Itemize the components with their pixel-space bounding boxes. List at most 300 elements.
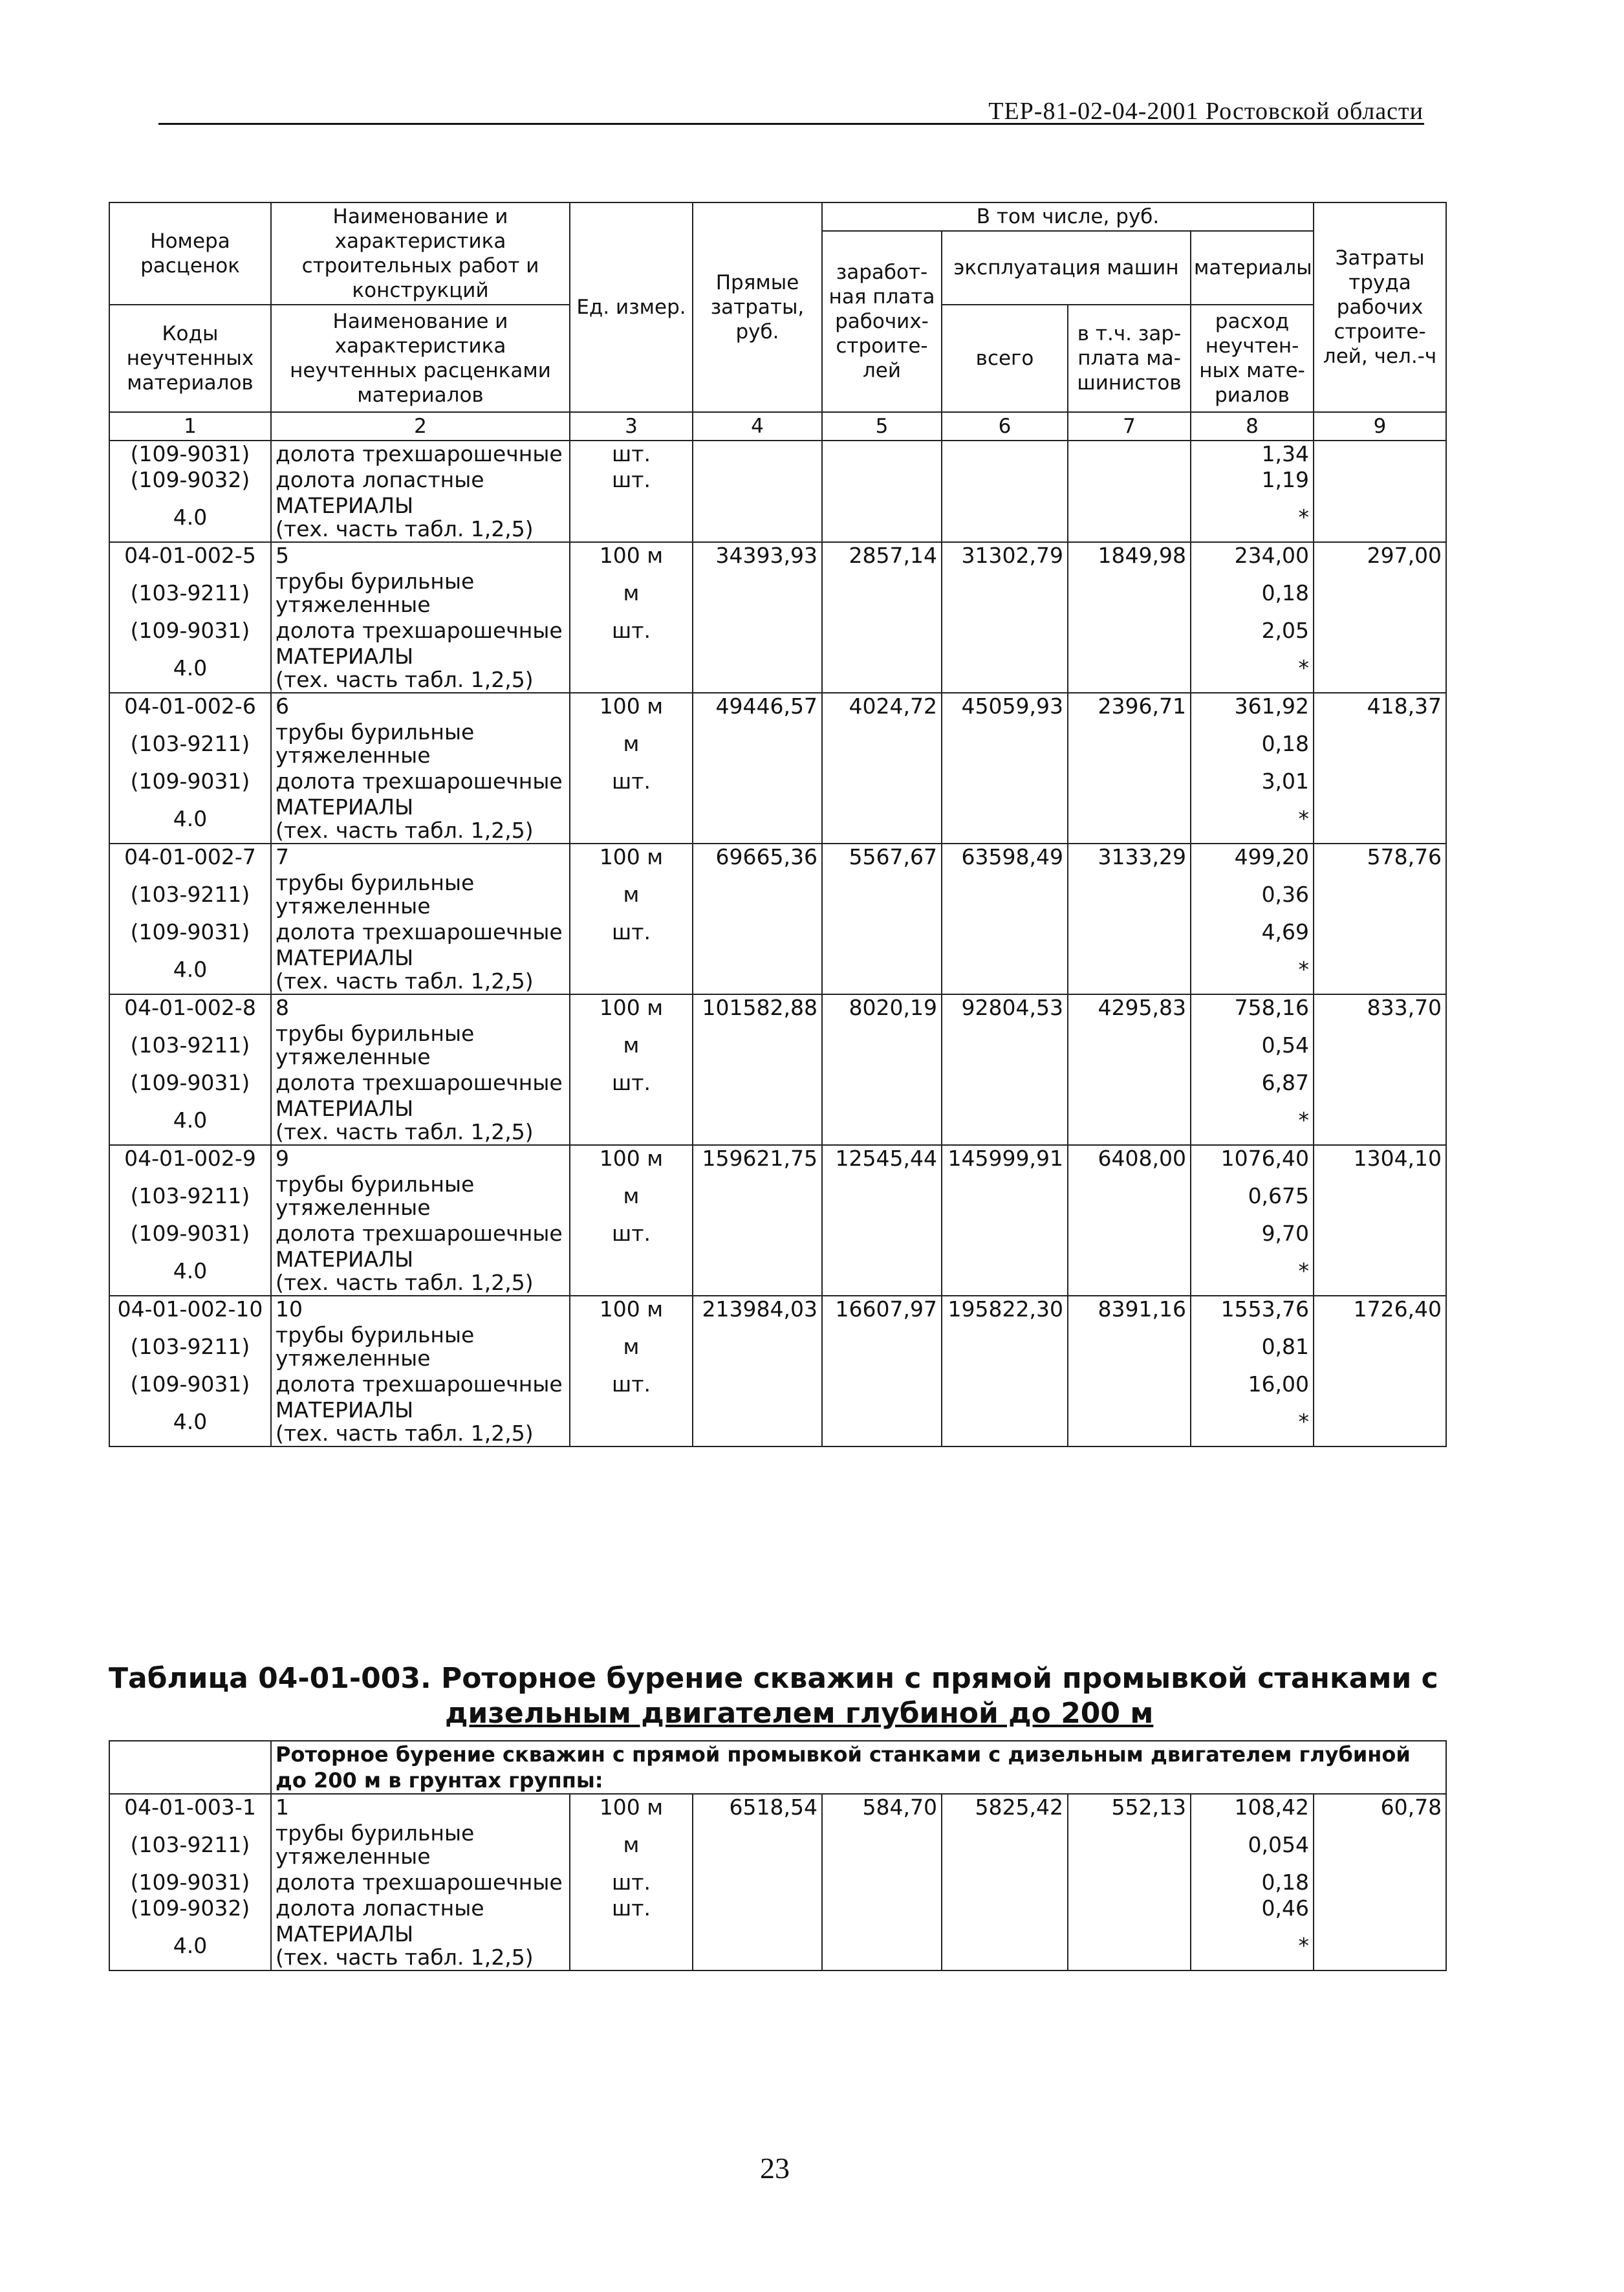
material-usage-cell: 0,18: [1191, 569, 1314, 618]
machinist-wages-cell: [1068, 441, 1191, 467]
unit-cell: м: [570, 1021, 693, 1070]
unit-cell: 100 м: [570, 1145, 693, 1172]
wages-cell: [822, 1172, 942, 1221]
material-usage-cell: 758,16: [1191, 994, 1314, 1021]
name-line-2: утяжеленные: [276, 743, 431, 768]
work-name-cell: [271, 1322, 570, 1371]
material-usage-cell: *: [1191, 1397, 1314, 1446]
machinist-wages-cell: [1068, 1371, 1191, 1397]
unit-cell: 100 м: [570, 693, 693, 719]
material-usage-cell: 16,00: [1191, 1371, 1314, 1397]
labor-cell: 418,37: [1314, 693, 1446, 719]
labor-cell: 297,00: [1314, 542, 1446, 569]
name-line: долота лопастные: [276, 1895, 484, 1921]
machines-total-cell: [942, 1870, 1068, 1895]
material-usage-cell: *: [1191, 644, 1314, 693]
material-row: [109, 1247, 1446, 1296]
name-line: 6: [276, 693, 289, 719]
wages-cell: 16607,97: [822, 1296, 942, 1322]
material-usage-cell: 2,05: [1191, 618, 1314, 644]
name-line: долота трехшарошечные: [276, 1070, 563, 1095]
machinist-wages-cell: [1068, 1397, 1191, 1446]
material-usage-cell: 361,92: [1191, 693, 1314, 719]
machines-total-cell: [942, 945, 1068, 994]
material-usage-cell: 0,46: [1191, 1895, 1314, 1921]
wages-cell: [822, 1895, 942, 1921]
machinist-wages-cell: 6408,00: [1068, 1145, 1191, 1172]
header-rate-numbers: Номера расценок: [109, 202, 271, 305]
material-usage-cell: *: [1191, 493, 1314, 542]
material-usage-cell: 0,18: [1191, 719, 1314, 769]
machines-total-cell: 63598,49: [942, 844, 1068, 870]
unit-cell: м: [570, 1172, 693, 1221]
direct-costs-cell: 159621,75: [693, 1145, 822, 1172]
direct-costs-cell: 101582,88: [693, 994, 822, 1021]
name-line: МАТЕРИАЛЫ: [276, 794, 414, 820]
machines-total-cell: 145999,91: [942, 1145, 1068, 1172]
work-name-cell: [271, 1172, 570, 1221]
wages-cell: [822, 441, 942, 467]
direct-costs-cell: [693, 467, 822, 493]
material-row: [109, 919, 1446, 945]
machines-total-cell: [942, 1221, 1068, 1247]
material-usage-cell: 1076,40: [1191, 1145, 1314, 1172]
unit-cell: шт.: [570, 1870, 693, 1895]
rate-code-cell: 04-01-002-8: [109, 994, 271, 1021]
machinist-wages-cell: [1068, 769, 1191, 794]
unit-cell: [570, 1397, 693, 1446]
name-line: МАТЕРИАЛЫ: [276, 1397, 414, 1423]
rate-code-cell: (103-9211): [109, 870, 271, 919]
rate-code-cell: (109-9031): [109, 919, 271, 945]
material-usage-cell: 0,81: [1191, 1322, 1314, 1371]
name-line: 10: [276, 1296, 303, 1322]
machines-total-cell: [942, 1371, 1068, 1397]
rate-code-cell: 04-01-003-1: [109, 1794, 271, 1820]
rate-row: [109, 693, 1446, 719]
rate-code-cell: (109-9032): [109, 1895, 271, 1921]
unit-cell: шт.: [570, 1070, 693, 1096]
name-line: трубы бурильные: [276, 569, 475, 594]
direct-costs-cell: 34393,93: [693, 542, 822, 569]
rate-row: [109, 994, 1446, 1021]
name-line-2: (тех. часть табл. 1,2,5): [276, 1119, 534, 1144]
work-name-cell: [271, 1870, 570, 1895]
rate-code-cell: (109-9031): [109, 441, 271, 467]
machines-total-cell: [942, 1397, 1068, 1446]
unit-cell: 100 м: [570, 1296, 693, 1322]
rate-code-cell: 4.0: [109, 644, 271, 693]
material-row: [109, 1895, 1446, 1921]
labor-cell: [1314, 644, 1446, 693]
work-name-cell: [271, 1371, 570, 1397]
work-name-cell: [271, 441, 570, 467]
direct-costs-cell: 213984,03: [693, 1296, 822, 1322]
work-name-cell: [271, 1096, 570, 1145]
direct-costs-cell: [693, 618, 822, 644]
machines-total-cell: 92804,53: [942, 994, 1068, 1021]
machinist-wages-cell: 4295,83: [1068, 994, 1191, 1021]
material-row: [109, 794, 1446, 844]
machines-total-cell: [942, 1070, 1068, 1096]
unit-cell: шт.: [570, 1371, 693, 1397]
direct-costs-cell: [693, 1895, 822, 1921]
wages-cell: 8020,19: [822, 994, 942, 1021]
rate-code-cell: 4.0: [109, 493, 271, 542]
direct-costs-cell: [693, 1397, 822, 1446]
rate-code-cell: (109-9031): [109, 1371, 271, 1397]
unit-cell: шт.: [570, 919, 693, 945]
material-row: [109, 1820, 1446, 1870]
labor-cell: [1314, 1895, 1446, 1921]
machines-total-cell: [942, 618, 1068, 644]
material-row: [109, 1397, 1446, 1446]
column-number: 3: [570, 412, 693, 441]
material-row: [109, 493, 1446, 542]
machinist-wages-cell: 1849,98: [1068, 542, 1191, 569]
column-number: 4: [693, 412, 822, 441]
material-row: [109, 945, 1446, 994]
unit-cell: шт.: [570, 618, 693, 644]
direct-costs-cell: [693, 644, 822, 693]
rate-code-cell: 04-01-002-10: [109, 1296, 271, 1322]
name-line-2: утяжеленные: [276, 1346, 431, 1371]
material-row: [109, 1221, 1446, 1247]
direct-costs-cell: 49446,57: [693, 693, 822, 719]
machinist-wages-cell: [1068, 1870, 1191, 1895]
material-row: [109, 870, 1446, 919]
name-line-2: утяжеленные: [276, 893, 431, 919]
wages-cell: [822, 870, 942, 919]
work-name-cell: [271, 945, 570, 994]
direct-costs-cell: [693, 1172, 822, 1221]
material-row: [109, 1921, 1446, 1970]
work-name-cell: [271, 644, 570, 693]
machinist-wages-cell: [1068, 945, 1191, 994]
rate-code-cell: (109-9031): [109, 1870, 271, 1895]
material-usage-cell: *: [1191, 945, 1314, 994]
name-line: 1: [276, 1795, 289, 1820]
wages-cell: [822, 569, 942, 618]
rate-code-cell: 4.0: [109, 1247, 271, 1296]
machinist-wages-cell: [1068, 919, 1191, 945]
rate-code-cell: (109-9031): [109, 1070, 271, 1096]
rate-code-cell: (103-9211): [109, 1021, 271, 1070]
name-line: МАТЕРИАЛЫ: [276, 493, 414, 518]
machines-total-cell: [942, 1322, 1068, 1371]
work-name-cell: [271, 693, 570, 719]
rate-code-cell: 4.0: [109, 1096, 271, 1145]
unit-cell: м: [570, 870, 693, 919]
direct-costs-cell: [693, 569, 822, 618]
unit-cell: шт.: [570, 1895, 693, 1921]
machines-total-cell: [942, 1895, 1068, 1921]
name-line: МАТЕРИАЛЫ: [276, 644, 414, 669]
material-row: [109, 1070, 1446, 1096]
name-line-2: утяжеленные: [276, 592, 431, 617]
wages-cell: [822, 1820, 942, 1870]
labor-cell: [1314, 1096, 1446, 1145]
material-row: [109, 1021, 1446, 1070]
labor-cell: [1314, 1820, 1446, 1870]
name-line: трубы бурильные: [276, 719, 475, 745]
unit-cell: м: [570, 1322, 693, 1371]
name-line: долота трехшарошечные: [276, 919, 563, 944]
material-usage-cell: *: [1191, 1096, 1314, 1145]
machinist-wages-cell: 552,13: [1068, 1794, 1191, 1820]
machines-total-cell: [942, 870, 1068, 919]
work-name-cell: [271, 769, 570, 794]
material-row: [109, 1096, 1446, 1145]
column-number: 6: [942, 412, 1068, 441]
page-number: 23: [760, 2152, 790, 2185]
material-usage-cell: *: [1191, 794, 1314, 844]
name-line: трубы бурильные: [276, 1322, 475, 1348]
material-row: [109, 618, 1446, 644]
wages-cell: 4024,72: [822, 693, 942, 719]
rate-row: [109, 1145, 1446, 1172]
work-name-cell: [271, 542, 570, 569]
work-name-cell: [271, 1921, 570, 1970]
work-name-cell: [271, 794, 570, 844]
name-line: МАТЕРИАЛЫ: [276, 1096, 414, 1121]
name-line-2: утяжеленные: [276, 1195, 431, 1220]
name-line: 9: [276, 1146, 289, 1171]
material-usage-cell: 0,18: [1191, 1870, 1314, 1895]
table-title-line1: Таблица 04-01-003. Роторное бурение скважин с прямой промывкой станками с: [109, 1662, 1438, 1695]
machinist-wages-cell: [1068, 870, 1191, 919]
machines-total-cell: [942, 794, 1068, 844]
direct-costs-cell: [693, 1070, 822, 1096]
machinist-wages-cell: 3133,29: [1068, 844, 1191, 870]
labor-cell: [1314, 1172, 1446, 1221]
unit-cell: [570, 945, 693, 994]
unit-cell: м: [570, 1820, 693, 1870]
labor-cell: [1314, 1322, 1446, 1371]
rate-row: [109, 1296, 1446, 1322]
unit-cell: [570, 1096, 693, 1145]
machines-total-cell: [942, 1021, 1068, 1070]
labor-cell: [1314, 1247, 1446, 1296]
name-line-2: (тех. часть табл. 1,2,5): [276, 516, 534, 541]
wages-cell: 2857,14: [822, 542, 942, 569]
wages-cell: [822, 1870, 942, 1895]
machinist-wages-cell: [1068, 618, 1191, 644]
material-usage-cell: 0,675: [1191, 1172, 1314, 1221]
rate-row: [109, 1794, 1446, 1820]
rate-code-cell: 04-01-002-5: [109, 542, 271, 569]
rate-code-cell: 04-01-002-6: [109, 693, 271, 719]
machinist-wages-cell: [1068, 467, 1191, 493]
name-line-2: (тех. часть табл. 1,2,5): [276, 1944, 534, 1970]
machines-total-cell: 45059,93: [942, 693, 1068, 719]
unit-cell: [570, 644, 693, 693]
work-name-cell: [271, 1247, 570, 1296]
work-name-cell: [271, 919, 570, 945]
direct-costs-cell: [693, 769, 822, 794]
wages-cell: [822, 1021, 942, 1070]
machines-total-cell: [942, 769, 1068, 794]
header-labor: Затраты труда рабочих строите-лей, чел.-ч: [1314, 202, 1446, 412]
header-unit: Ед. измер.: [570, 202, 693, 412]
material-row: [109, 1322, 1446, 1371]
unit-cell: 100 м: [570, 542, 693, 569]
name-line: 5: [276, 543, 289, 568]
material-row: [109, 644, 1446, 693]
work-name-cell: [271, 1070, 570, 1096]
work-name-cell: [271, 1145, 570, 1172]
material-row: [109, 569, 1446, 618]
rates-table: [109, 202, 1447, 1447]
material-usage-cell: *: [1191, 1921, 1314, 1970]
machines-total-cell: [942, 1096, 1068, 1145]
labor-cell: 833,70: [1314, 994, 1446, 1021]
material-usage-cell: 3,01: [1191, 769, 1314, 794]
name-line: трубы бурильные: [276, 870, 475, 895]
header-machines-total: всего: [942, 305, 1068, 412]
machinist-wages-cell: [1068, 493, 1191, 542]
material-usage-cell: 1553,76: [1191, 1296, 1314, 1322]
column-number: 2: [271, 412, 570, 441]
wages-cell: [822, 794, 942, 844]
rate-code-cell: 4.0: [109, 1397, 271, 1446]
header-wages: заработ-ная плата рабочих-строите-лей: [822, 231, 942, 412]
name-line: долота трехшарошечные: [276, 1870, 563, 1895]
machinist-wages-cell: [1068, 644, 1191, 693]
work-name-cell: [271, 1820, 570, 1870]
unit-cell: м: [570, 719, 693, 769]
material-usage-cell: 4,69: [1191, 919, 1314, 945]
wages-cell: [822, 644, 942, 693]
unit-cell: 100 м: [570, 1794, 693, 1820]
work-name-cell: [271, 994, 570, 1021]
machinist-wages-cell: [1068, 1096, 1191, 1145]
name-line: долота трехшарошечные: [276, 618, 563, 643]
machinist-wages-cell: [1068, 1021, 1191, 1070]
direct-costs-cell: [693, 1322, 822, 1371]
name-line-2: (тех. часть табл. 1,2,5): [276, 666, 534, 692]
labor-cell: 60,78: [1314, 1794, 1446, 1820]
machines-total-cell: [942, 644, 1068, 693]
wages-cell: 12545,44: [822, 1145, 942, 1172]
wages-cell: [822, 1322, 942, 1371]
direct-costs-cell: [693, 1870, 822, 1895]
material-usage-cell: *: [1191, 1247, 1314, 1296]
header-material-usage: расход неучтен-ных мате-риалов: [1191, 305, 1314, 412]
direct-costs-cell: [693, 1371, 822, 1397]
rate-row: [109, 844, 1446, 870]
material-usage-cell: 234,00: [1191, 542, 1314, 569]
header-machines: эксплуатация машин: [942, 231, 1191, 305]
unit-cell: 100 м: [570, 844, 693, 870]
header-material-codes: Коды неучтенных материалов: [109, 305, 271, 412]
wages-cell: [822, 1096, 942, 1145]
machines-total-cell: 195822,30: [942, 1296, 1068, 1322]
rate-code-cell: (109-9031): [109, 1221, 271, 1247]
direct-costs-cell: [693, 919, 822, 945]
labor-cell: [1314, 1397, 1446, 1446]
table-04-01-003: [109, 1740, 1447, 1971]
labor-cell: [1314, 1371, 1446, 1397]
labor-cell: [1314, 719, 1446, 769]
table-title: [109, 1661, 1445, 1731]
direct-costs-cell: [693, 1021, 822, 1070]
rate-code-cell: 04-01-002-9: [109, 1145, 271, 1172]
work-name-cell: [271, 844, 570, 870]
machines-total-cell: 5825,42: [942, 1794, 1068, 1820]
machinist-wages-cell: 8391,16: [1068, 1296, 1191, 1322]
wages-cell: [822, 467, 942, 493]
name-line: 7: [276, 844, 289, 869]
direct-costs-cell: [693, 1221, 822, 1247]
material-row: [109, 719, 1446, 769]
rate-code-cell: (109-9032): [109, 467, 271, 493]
wages-cell: 584,70: [822, 1794, 942, 1820]
unit-cell: шт.: [570, 467, 693, 493]
direct-costs-cell: [693, 719, 822, 769]
labor-cell: [1314, 467, 1446, 493]
rate-code-cell: (103-9211): [109, 1172, 271, 1221]
labor-cell: [1314, 769, 1446, 794]
machinist-wages-cell: [1068, 719, 1191, 769]
name-line: долота трехшарошечные: [276, 1371, 563, 1397]
material-usage-cell: 108,42: [1191, 1794, 1314, 1820]
direct-costs-cell: [693, 945, 822, 994]
labor-cell: 1304,10: [1314, 1145, 1446, 1172]
unit-cell: шт.: [570, 441, 693, 467]
rate-row: [109, 542, 1446, 569]
machinist-wages-cell: [1068, 569, 1191, 618]
name-line-2: (тех. часть табл. 1,2,5): [276, 1420, 534, 1446]
name-line-2: утяжеленные: [276, 1044, 431, 1069]
name-line-2: (тех. часть табл. 1,2,5): [276, 1269, 534, 1295]
wages-cell: [822, 1397, 942, 1446]
material-usage-cell: 1,19: [1191, 467, 1314, 493]
column-number: 9: [1314, 412, 1446, 441]
direct-costs-cell: [693, 1096, 822, 1145]
header-rule: [158, 123, 1424, 125]
labor-cell: [1314, 618, 1446, 644]
work-name-cell: [271, 569, 570, 618]
rate-code-cell: 4.0: [109, 794, 271, 844]
material-row: [109, 769, 1446, 794]
direct-costs-cell: [693, 493, 822, 542]
rate-code-cell: (103-9211): [109, 569, 271, 618]
direct-costs-cell: [693, 441, 822, 467]
machines-total-cell: [942, 467, 1068, 493]
machines-total-cell: [942, 919, 1068, 945]
column-number: 7: [1068, 412, 1191, 441]
wages-cell: [822, 1221, 942, 1247]
header-materials: материалы: [1191, 231, 1314, 305]
machinist-wages-cell: [1068, 1322, 1191, 1371]
machines-total-cell: [942, 1247, 1068, 1296]
wages-cell: [822, 1247, 942, 1296]
rate-code-cell: (109-9031): [109, 769, 271, 794]
name-line: долота трехшарошечные: [276, 1221, 563, 1246]
wages-cell: [822, 919, 942, 945]
labor-cell: [1314, 945, 1446, 994]
labor-cell: [1314, 1870, 1446, 1895]
unit-cell: [570, 1921, 693, 1970]
unit-cell: [570, 493, 693, 542]
direct-costs-cell: [693, 1921, 822, 1970]
document-header: ТЕР-81-02-04-2001 Ростовской области: [988, 98, 1424, 125]
column-number: 5: [822, 412, 942, 441]
header-machinist-wages: в т.ч. зар-плата ма-шинистов: [1068, 305, 1191, 412]
unit-cell: 100 м: [570, 994, 693, 1021]
labor-cell: [1314, 919, 1446, 945]
